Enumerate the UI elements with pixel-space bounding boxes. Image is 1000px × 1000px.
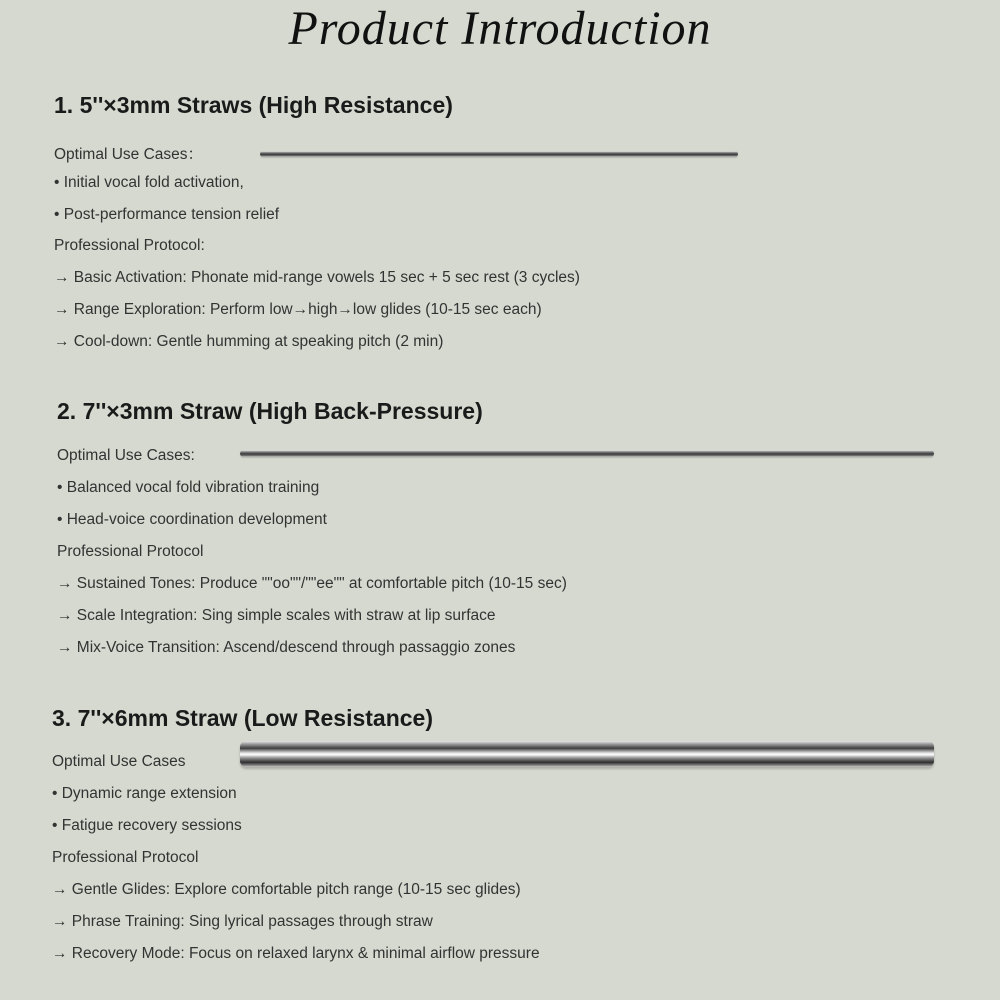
protocol-label: Professional Protocol: [52, 849, 199, 866]
protocol-step: → Scale Integration: Sing simple scales with straw at lip surface: [57, 607, 496, 624]
straw-image-7in-3mm: [240, 450, 934, 457]
protocol-step: → Recovery Mode: Focus on relaxed larynx & minimal airflow pressure: [52, 945, 540, 962]
protocol-step: → Gentle Glides: Explore comfortable pitch range (10-15 sec glides): [52, 881, 521, 898]
protocol-label: Professional Protocol: [57, 543, 204, 560]
protocol-label: Professional Protocol:: [54, 237, 205, 254]
section-heading: 3. 7''×6mm Straw (Low Resistance): [52, 705, 433, 731]
use-case-item: • Head-voice coordination development: [57, 511, 327, 528]
protocol-step: → Cool-down: Gentle humming at speaking pitch (2 min): [54, 333, 444, 350]
use-case-item: • Dynamic range extension: [52, 785, 237, 802]
section-heading: 2. 7''×3mm Straw (High Back-Pressure): [57, 398, 483, 424]
protocol-step: → Mix-Voice Transition: Ascend/descend through passaggio zones: [57, 639, 516, 656]
protocol-step: → Sustained Tones: Produce ""oo""/""ee"" at comfortable pitch (10-15 sec): [57, 575, 567, 592]
protocol-step: → Phrase Training: Sing lyrical passages through straw: [52, 913, 433, 930]
straw-image-7in-6mm: [240, 741, 934, 767]
protocol-step: → Range Exploration: Perform low→high→low glides (10-15 sec each): [54, 301, 542, 318]
use-case-item: • Post-performance tension relief: [54, 206, 280, 223]
straw-image-5in-3mm: [260, 151, 738, 157]
use-case-item: • Initial vocal fold activation,: [54, 174, 244, 191]
use-case-item: • Balanced vocal fold vibration training: [57, 479, 320, 496]
use-case-item: • Fatigue recovery sessions: [52, 817, 242, 834]
section-heading: 1. 5''×3mm Straws (High Resistance): [54, 92, 453, 118]
protocol-step: → Basic Activation: Phonate mid-range vowels 15 sec + 5 sec rest (3 cycles): [54, 269, 580, 286]
use-cases-label: Optimal Use Cases: [52, 753, 186, 770]
page-title: Product Introduction: [288, 2, 712, 55]
use-cases-label: Optimal Use Cases:: [57, 447, 195, 464]
use-cases-label: Optimal Use Cases：: [54, 146, 204, 163]
